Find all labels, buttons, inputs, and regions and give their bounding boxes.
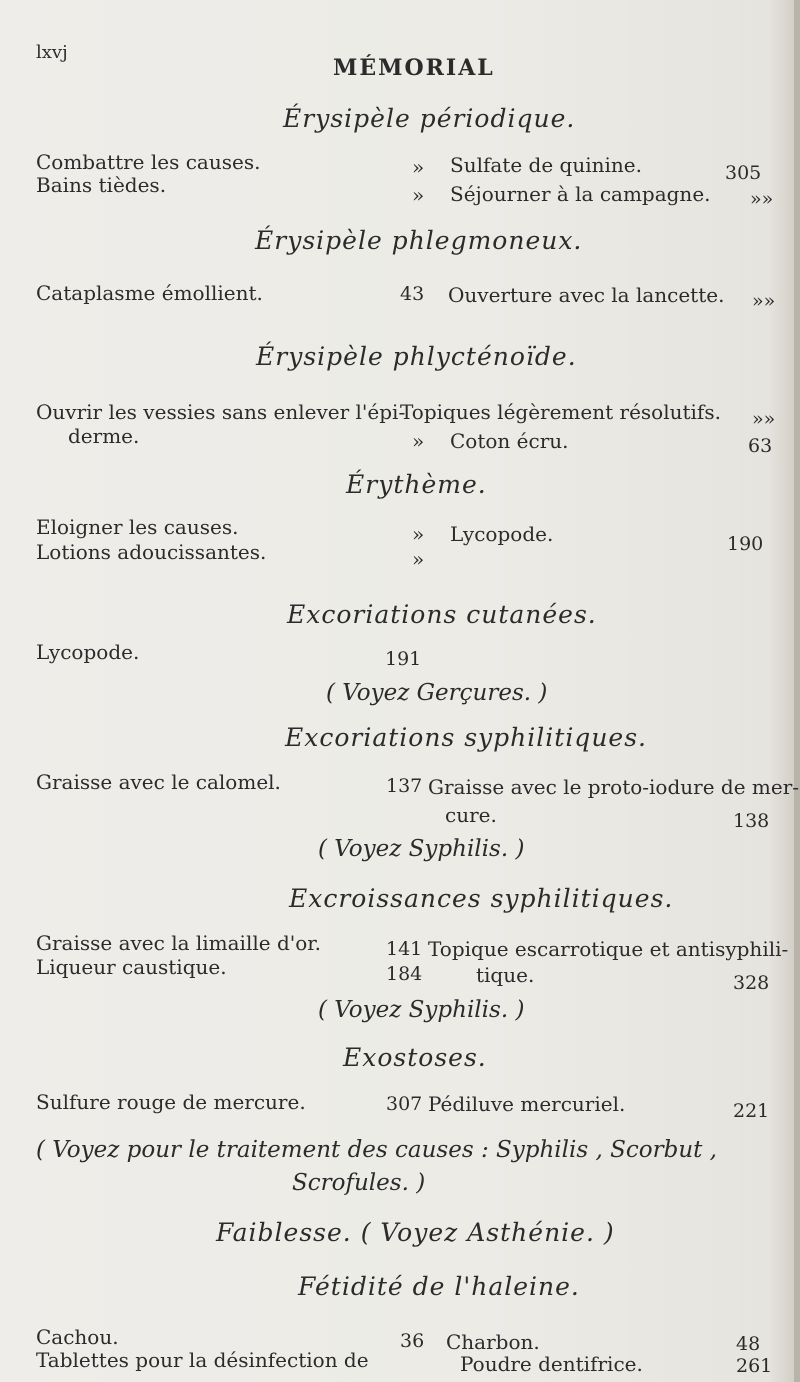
entry-left: Tablettes pour la désinfection de [36,1348,369,1372]
entry-number: » [412,429,425,453]
section-title-excoriations-syphilitiques: Excoriations syphilitiques. [285,723,647,752]
page-number: lxvj [36,42,68,63]
entry-right: Coton écru. [450,429,569,453]
section-title-exostoses: Exostoses. [343,1043,487,1072]
entry-left: Ouvrir les vessies sans enlever l'épi- [36,400,406,424]
section-title-erysipele-phlegmoneux: Érysipèle phlegmoneux. [255,226,583,255]
see-also-causes: ( Voyez pour le traitement des causes : Syphilis , Scorbut , [36,1137,717,1163]
entry-right: cure. [445,803,497,827]
entry-number: 307 [386,1093,423,1115]
entry-left: Cataplasme émollient. [36,281,263,305]
running-title: MÉMORIAL [333,55,495,81]
entry-number: 191 [385,648,422,670]
entry-number: 137 [386,775,423,797]
entry-number: 43 [400,283,425,305]
see-also-scrofules: Scrofules. ) [292,1170,426,1196]
entry-left: Sulfure rouge de mercure. [36,1090,306,1114]
page-edge [794,0,800,1382]
entry-left: derme. [68,424,140,448]
entry-ref: 48 [736,1333,761,1355]
entry-right: Graisse avec le proto-iodure de mer- [428,775,800,799]
entry-ref: 328 [733,972,770,994]
entry-number: » [412,155,425,179]
entry-left: Lotions adoucissantes. [36,540,267,564]
entry-number: » [412,547,425,571]
entry-ref: 63 [748,435,773,457]
entry-right: tique. [476,963,535,987]
entry-left: Eloigner les causes. [36,515,239,539]
entry-ref: 190 [727,533,764,555]
section-title-erysipele-phlycteonoide: Érysipèle phlycténoïde. [256,342,577,371]
entry-ref: 138 [733,810,770,832]
entry-right: Sulfate de quinine. [450,153,642,177]
entry-number: 141 [386,938,423,960]
section-title-fetidite: Fétidité de l'haleine. [298,1272,580,1301]
entry-right: Pédiluve mercuriel. [428,1092,626,1116]
entry-ref: »» [752,290,776,312]
entry-right: Séjourner à la campagne. [450,182,711,206]
see-also-syphilis: ( Voyez Syphilis. ) [318,997,525,1023]
section-title-excroissances-syphilitiques: Excroissances syphilitiques. [289,884,674,913]
entry-left: Graisse avec le calomel. [36,770,281,794]
entry-right: Topiques légèrement résolutifs. [400,400,721,424]
see-also-gercures: ( Voyez Gerçures. ) [326,680,548,706]
section-title-erysipele-periodique: Érysipèle périodique. [283,104,576,133]
entry-right: Topique escarrotique et antisyphili- [428,937,789,961]
entry-left: Graisse avec la limaille d'or. [36,931,321,955]
entry-ref: 305 [725,162,762,184]
section-title-excoriations-cutanees: Excoriations cutanées. [287,600,597,629]
entry-right: Lycopode. [450,522,554,546]
entry-right: Poudre dentifrice. [460,1352,643,1376]
entry-number: 184 [386,963,423,985]
entry-right: Ouverture avec la lancette. [448,283,725,307]
entry-ref: 221 [733,1100,770,1122]
entry-left: Combattre les causes. [36,150,261,174]
entry-left: Cachou. [36,1325,119,1349]
section-title-erytheme: Érythème. [346,470,487,499]
entry-ref: »» [752,408,776,430]
see-also-syphilis: ( Voyez Syphilis. ) [318,836,525,862]
entry-number: » [412,183,425,207]
entry-ref: »» [750,188,774,210]
entry-ref: 261 [736,1355,773,1377]
entry-left: Lycopode. [36,640,140,664]
entry-left: Bains tièdes. [36,173,167,197]
entry-number: 36 [400,1330,425,1352]
section-title-faiblesse: Faiblesse. ( Voyez Asthénie. ) [216,1218,615,1247]
entry-right: Charbon. [446,1330,540,1354]
entry-number: » [412,522,425,546]
entry-left: Liqueur caustique. [36,955,227,979]
